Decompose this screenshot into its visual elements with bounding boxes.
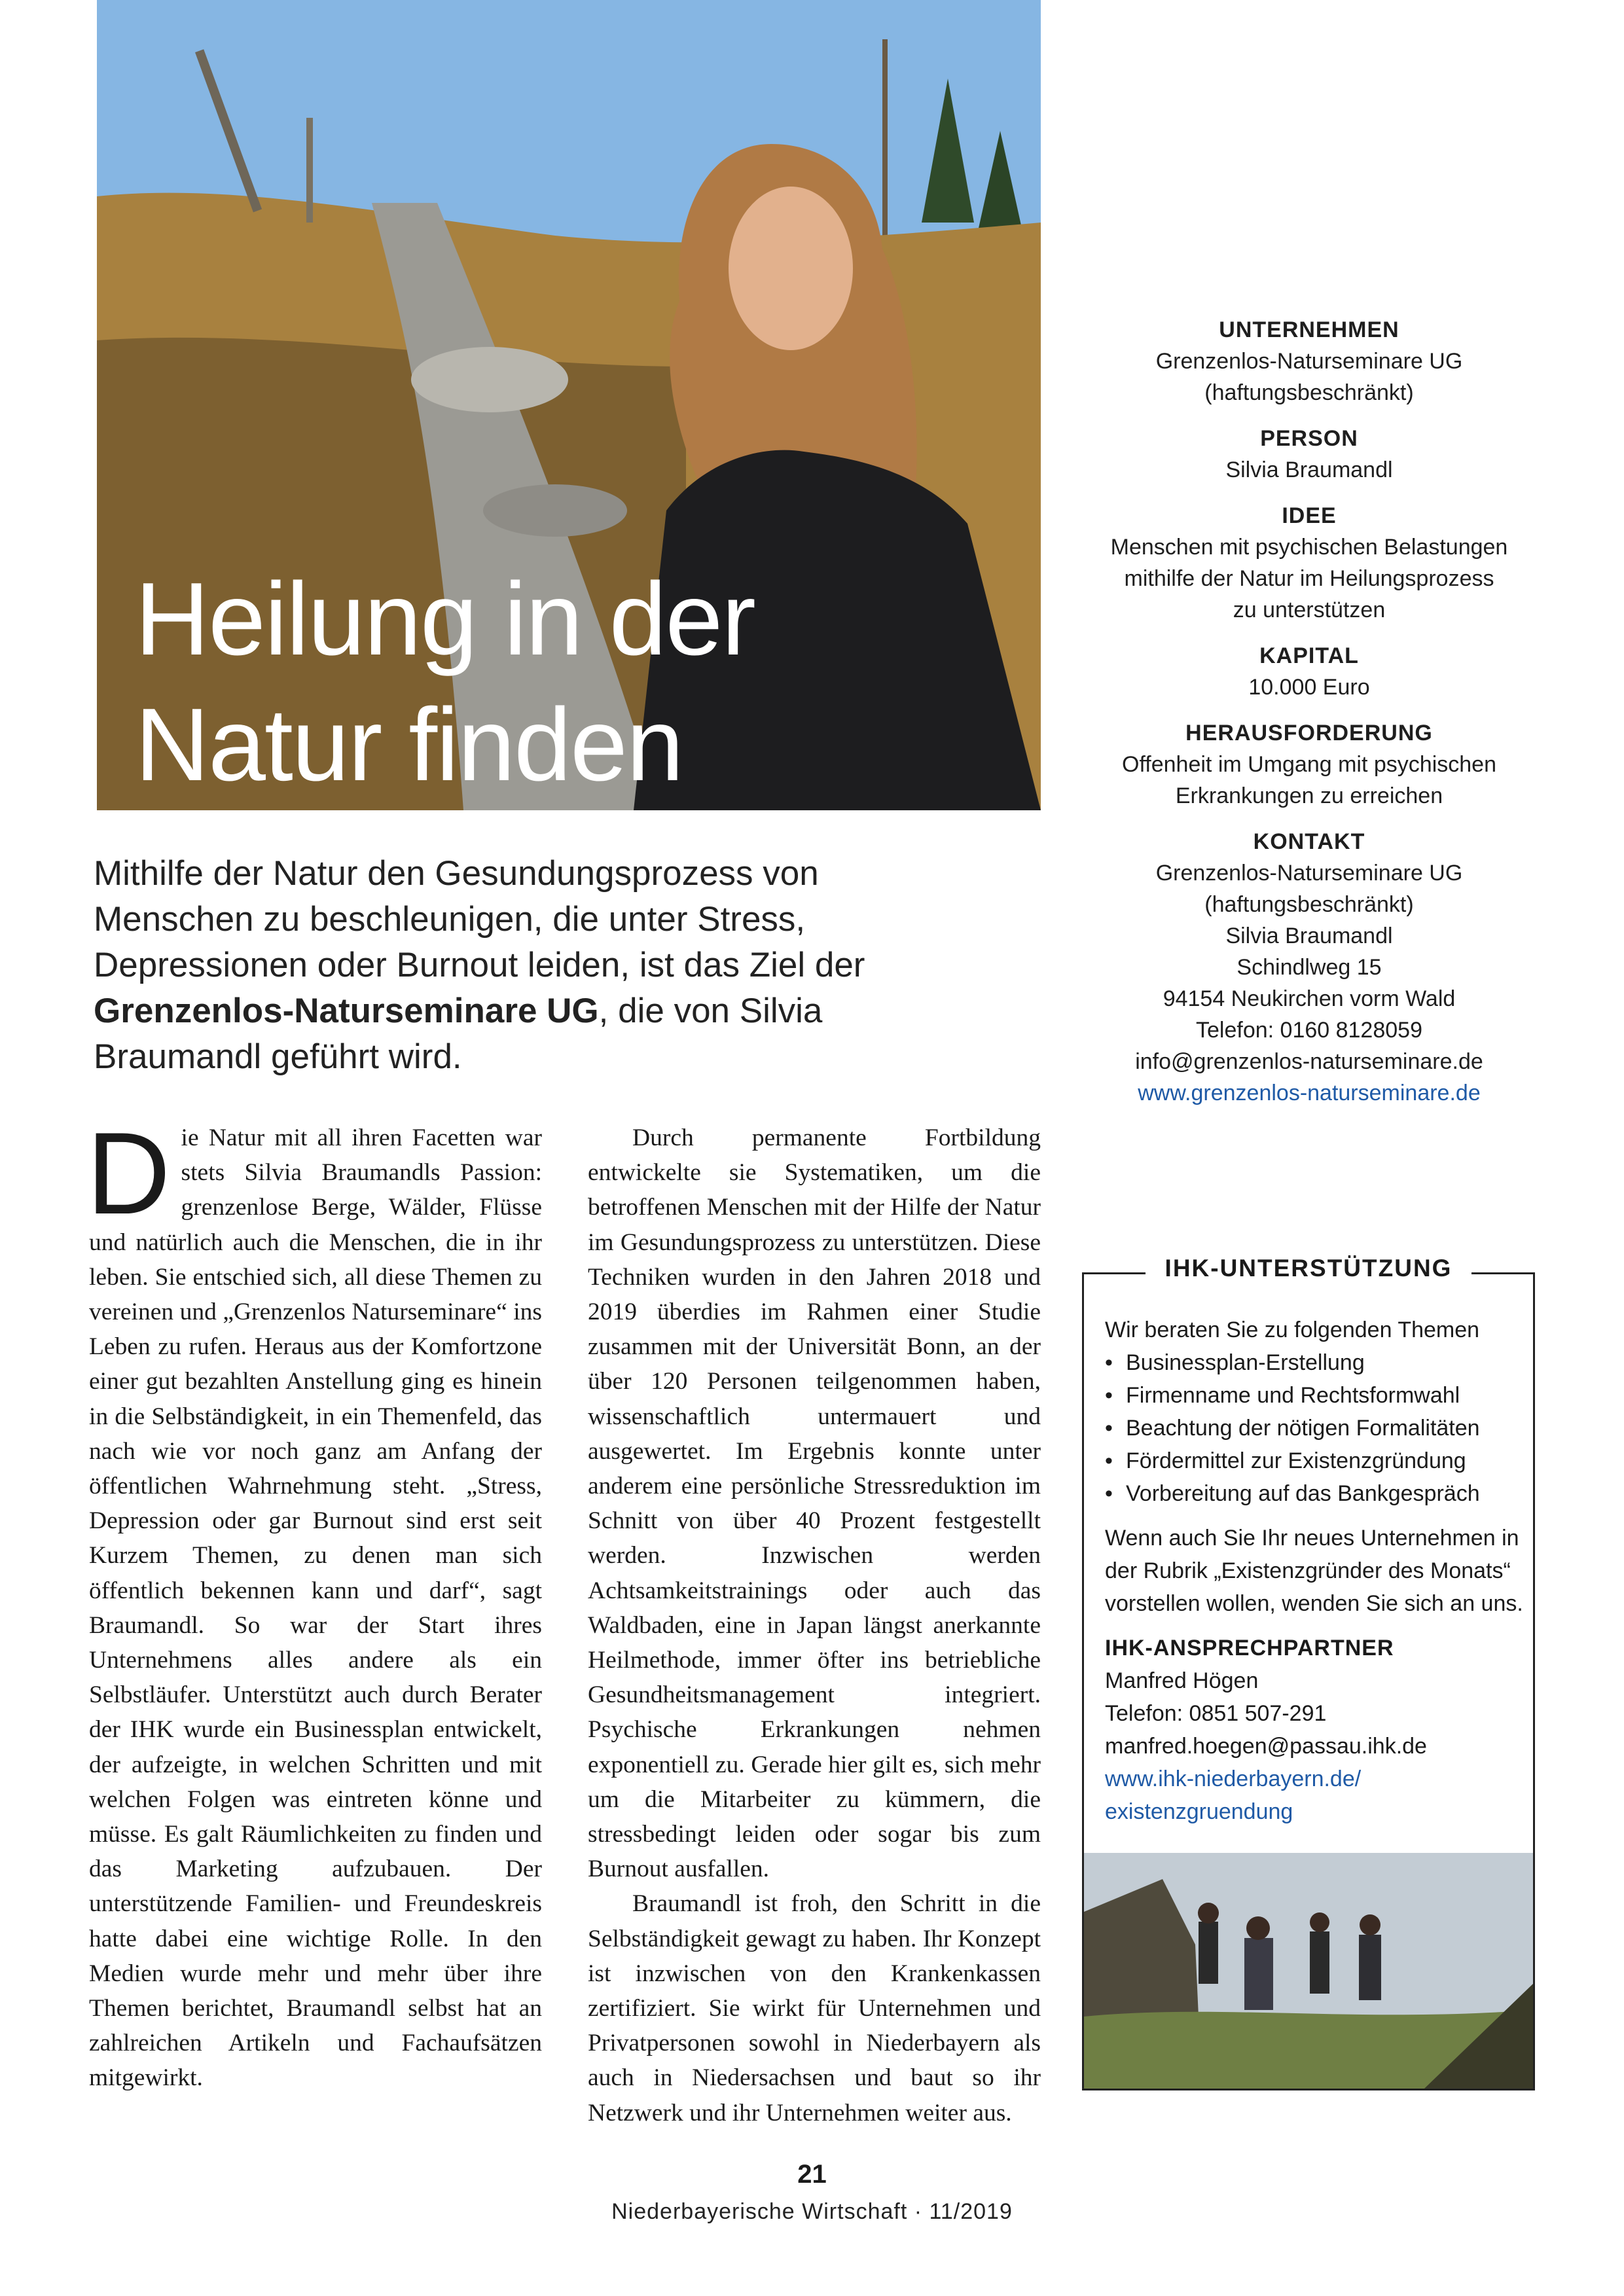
magazine-issue: Niederbayerische Wirtschaft · 11/2019 [611,2199,1013,2224]
fact-value: Erkrankungen zu erreichen [1175,783,1443,808]
hero-photo [97,0,1041,810]
fact-label: UNTERNEHMEN [1219,317,1399,342]
ihk-link-line-2[interactable]: existenzgruendung [1105,1799,1293,1824]
fact-value: (haftungsbeschränkt) [1204,892,1414,917]
list-item: • Vorbereitung auf das Bankgespräch [1105,1477,1524,1510]
hikers-illustration [1084,1853,1533,2089]
fact-label: KONTAKT [1253,829,1365,854]
lead-company: Grenzenlos-Naturseminare UG [94,992,599,1030]
fact-value: Silvia Braumandl [1225,457,1393,482]
contact-email[interactable]: info@grenzenlos-naturseminare.de [1135,1049,1483,1074]
ihk-heading-text: IHK-UNTERSTÜTZUNG [1146,1255,1472,1282]
fact-value: Menschen mit psychischen Belastungen [1110,535,1508,560]
list-item: • Fördermittel zur Existenzgründung [1105,1444,1524,1477]
ihk-heading [1084,1255,1533,1282]
fact-value: zu unterstützen [1233,598,1386,622]
ihk-contact-email[interactable]: manfred.hoegen@passau.ihk.de [1105,1734,1427,1759]
article-title [135,556,755,808]
fact-value: Grenzenlos-Naturseminare UG [1155,349,1463,374]
article-lead [94,851,931,1080]
fact-label: HERAUSFORDERUNG [1185,721,1433,745]
lead-text-after: , die von Silvia Braumandl geführt wird. [94,992,823,1076]
fact-label: KAPITAL [1259,643,1359,668]
list-item: • Beachtung der nötigen Formalitäten [1105,1412,1524,1444]
ihk-invite: Wenn auch Sie Ihr neues Unternehmen in der Rubrik „Existenzgründer des Monats“ vorstellen wollen, wenden Sie sich an uns. [1105,1526,1523,1616]
fact-label: PERSON [1260,426,1358,451]
column-2-paragraph-1: Durch permanente Fortbildung entwickelte sie Systematiken, um die betroffenen Menschen mit der Hilfe der Natur im Gesundungsprozess zu unterstützen. Diese Techniken wurden in den Jahren 2018 und 2019 überdies im Rahmen einer Studie zusammen mit der Universität Bonn, an der über 120 Personen teilgenommen haben, wissenschaftlich untermauert und ausgewertet. Im Ergebnis konnte unter anderem eine persönliche Stressreduktion im Schnitt von über 40 Prozent festgestellt werden. Inzwischen werden Achtsamkeitstrainings oder auch das Waldbaden, eine in Japan längst anerkannte Heilmethode, immer öfter ins betriebliche Gesundheitsmanagement integriert. Psychische Erkrankungen nehmen exponentiell zu. Gerade hier gilt es, sich mehr um die Mitarbeiter zu kümmern, die stressbedingt leiden oder sogar bis zum Burnout ausfallen. [588,1124,1041,1883]
hikers-photo [1084,1853,1533,2089]
article-column-1 [86,1108,542,2096]
dropcap: D [86,1108,171,1238]
page-number: 21 [797,2160,827,2189]
company-facts [1087,314,1532,1123]
list-item: • Firmenname und Rechtsformwahl [1105,1379,1524,1412]
fact-value: Telefon: 0160 8128059 [1196,1018,1422,1043]
fact-value: 10.000 Euro [1248,675,1370,700]
lead-text-before: Mithilfe der Natur den Gesundungsprozess von Menschen zu beschleunigen, die unter Stress, Depressionen oder Burnout leiden, ist das Ziel der [94,854,865,984]
ihk-intro: Wir beraten Sie zu folgenden Themen [1105,1318,1480,1342]
ihk-contact-label: IHK-ANSPRECHPARTNER [1105,1636,1394,1660]
fact-herausforderung [1087,717,1532,812]
fact-value: Grenzenlos-Naturseminare UG [1155,861,1463,886]
contact-website-link[interactable]: www.grenzenlos-naturseminare.de [1138,1081,1481,1105]
fact-value: (haftungsbeschränkt) [1204,380,1414,405]
list-item: • Businessplan-Erstellung [1105,1346,1524,1379]
fact-value: Silvia Braumandl [1225,924,1393,948]
ihk-topic-list [1105,1346,1524,1510]
ihk-contact-phone: Telefon: 0851 507-291 [1105,1701,1327,1726]
ihk-content [1105,1314,1524,1828]
column-2-paragraph-2: Braumandl ist froh, den Schritt in die Selbständigkeit gewagt zu haben. Ihr Konzept ist inzwischen von den Krankenkassen zertifiziert. Sie wirkt für Unternehmen und Privatpersonen sowohl in Niederbayern als auch in Niedersachsen und baut so ihr Netzwerk und ihr Unternehmen weiter aus. [588,1890,1041,2126]
ihk-support-box [1082,1255,1535,2090]
fact-kontakt [1087,826,1532,1109]
fact-person [1087,423,1532,486]
title-line-1: Heilung in der [135,562,755,677]
fact-idee [1087,500,1532,626]
fact-label: IDEE [1282,503,1337,528]
fact-kapital [1087,640,1532,703]
column-1-paragraph: ie Natur mit all ihren Facetten war stets Silvia Braumandls Passion: grenzenlose Berge, Wälder, Flüsse und natürlich auch die Menschen, die in ihr leben. Sie entschied sich, all diese Themen zu vereinen und „Grenzenlos Naturseminare“ ins Leben zu rufen. Heraus aus der Komfortzone einer gut bezahlten Anstellung ging es hinein in die Selbständigkeit, in ein Themenfeld, das nach wie vor noch ganz am Anfang der öffentlichen Wahrnehmung steht. „Stress, Depression oder gar Burnout sind erst seit Kurzem Themen, zu denen man sich öffentlich bekennen kann und darf“, sagt Braumandl. So war der Start ihres Unternehmens alles andere als ein Selbstläufer. Unterstützt auch durch Berater der IHK wurde ein Businessplan entwickelt, der aufzeigte, in welchen Schritten und mit welchen Folgen was eintreten könne und müsse. Es galt Räumlichkeiten zu finden und das Marketing aufzubauen. Der unterstützende Familien- und Freundeskreis hatte dabei eine wichtige Rolle. In den Medien wurde mehr und mehr über ihre Themen berichtet, Braumandl selbst hat an zahlreichen Artikeln und Fachaufsätzen mitgewirkt. [89,1124,542,2092]
fact-value: Offenheit im Umgang mit psychischen [1122,752,1496,777]
title-line-2: Natur finden [135,687,683,802]
fact-value: 94154 Neukirchen vorm Wald [1163,986,1456,1011]
fact-unternehmen [1087,314,1532,408]
fact-value: Schindlweg 15 [1236,955,1382,980]
ihk-contact-name: Manfred Högen [1105,1668,1259,1693]
fact-value: mithilfe der Natur im Heilungsprozess [1124,566,1494,591]
article-column-2 [588,1121,1041,2130]
ihk-link-line-1[interactable]: www.ihk-niederbayern.de/ [1105,1767,1362,1791]
